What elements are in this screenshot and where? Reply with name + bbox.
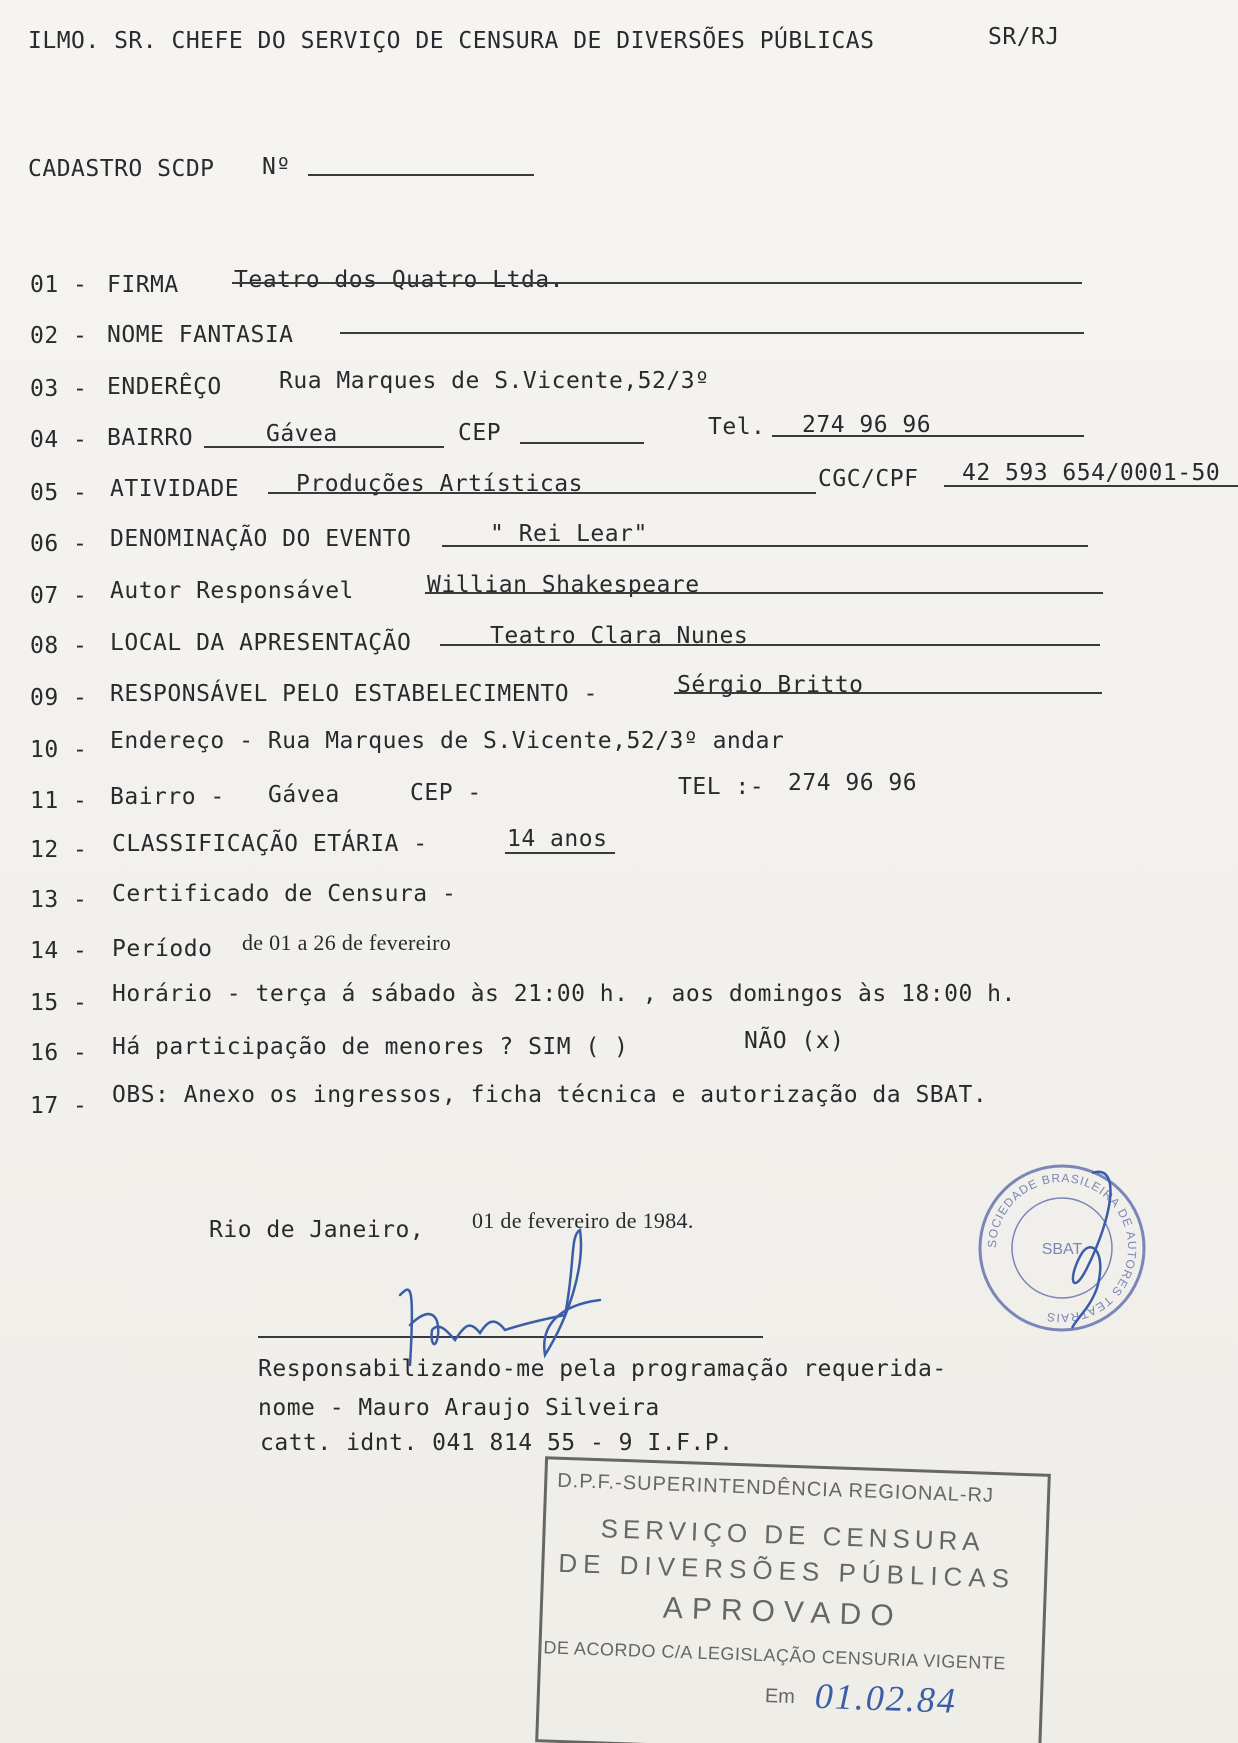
item-16-number: 16 -	[30, 1040, 88, 1066]
stamp-line-4: APROVADO	[662, 1591, 904, 1633]
item-05-cgc-line	[944, 485, 1238, 487]
item-04-cep-label: CEP	[458, 420, 502, 446]
stamp-line-3: DE DIVERSÕES PÚBLICAS	[557, 1547, 1016, 1594]
item-02-number: 02 -	[30, 323, 88, 349]
item-09-value: Sérgio Britto	[677, 672, 864, 698]
item-08-label: LOCAL DA APRESENTAÇÃO	[110, 630, 412, 656]
stamp-line-5: DE ACORDO C/A LEGISLAÇÃO CENSURIA VIGENTE	[543, 1637, 1007, 1674]
item-12-line	[505, 852, 615, 854]
item-05-cgc-label: CGC/CPF	[818, 466, 919, 492]
cadastro-label: CADASTRO SCDP	[28, 156, 215, 182]
item-11-value: Gávea	[268, 782, 340, 808]
cadastro-number-label: Nº	[262, 154, 291, 180]
item-07-line	[425, 592, 1103, 594]
addressee-line: ILMO. SR. CHEFE DO SERVIÇO DE CENSURA DE DIVERSÕES PÚBLICAS	[28, 28, 875, 54]
approval-stamp	[535, 1456, 1051, 1743]
item-10-number: 10 -	[30, 737, 88, 763]
item-08-number: 08 -	[30, 633, 88, 659]
item-09-line	[674, 692, 1102, 694]
svg-text:SBAT: SBAT	[1041, 1241, 1083, 1258]
item-07-number: 07 -	[30, 583, 88, 609]
item-11-tel-label: TEL :-	[678, 774, 765, 800]
item-11-number: 11 -	[30, 788, 88, 814]
item-13-number: 13 -	[30, 887, 88, 913]
item-01-label: FIRMA	[107, 272, 179, 298]
item-05-value: Produções Artísticas	[296, 471, 583, 497]
item-07-label: Autor Responsável	[110, 578, 354, 604]
item-05-label: ATIVIDADE	[110, 476, 240, 502]
item-05-cgc-value: 42 593 654/0001-50	[962, 460, 1221, 486]
item-09-label: RESPONSÁVEL PELO ESTABELECIMENTO -	[110, 681, 598, 707]
item-06-label: DENOMINAÇÃO DO EVENTO	[110, 526, 412, 552]
item-05-number: 05 -	[30, 480, 88, 506]
item-04-bairro-line	[204, 446, 444, 448]
svg-text:SOCIEDADE BRASILEIRA DE AUTORE: SOCIEDADE BRASILEIRA DE AUTORES TEATRAIS	[984, 1170, 1140, 1326]
closing-date: 01 de fevereiro de 1984.	[472, 1208, 694, 1233]
item-03-label: ENDERÊÇO	[107, 374, 222, 400]
item-10-label: Endereço - Rua Marques de S.Vicente,52/3º andar	[110, 728, 785, 754]
item-06-value: " Rei Lear"	[490, 521, 648, 547]
item-02-line	[340, 332, 1084, 334]
item-11-cep-label: CEP -	[410, 780, 482, 806]
item-04-tel-label: Tel.	[708, 414, 766, 440]
stamp-line-2: SERVIÇO DE CENSURA	[600, 1513, 986, 1557]
item-08-line	[440, 644, 1100, 646]
item-07-value: Willian Shakespeare	[427, 572, 700, 598]
item-01-number: 01 -	[30, 272, 88, 298]
item-16-nao: NÃO (x)	[744, 1028, 845, 1054]
item-05-line	[268, 492, 816, 494]
item-06-number: 06 -	[30, 531, 88, 557]
identity-line: catt. idnt. 041 814 55 - 9 I.F.P.	[260, 1430, 734, 1456]
handwritten-signature	[370, 1225, 670, 1385]
item-03-value: Rua Marques de S.Vicente,52/3º	[279, 368, 710, 394]
item-04-tel-line	[772, 435, 1084, 437]
item-01-value: Teatro dos Quatro Ltda.	[234, 267, 564, 293]
closing-place: Rio de Janeiro,	[209, 1217, 425, 1243]
item-12-label: CLASSIFICAÇÃO ETÁRIA -	[112, 831, 428, 857]
item-15-label: Horário - terça á sábado às 21:00 h. , aos domingos às 18:00 h.	[112, 981, 1016, 1007]
item-11-label: Bairro -	[110, 784, 225, 810]
item-04-tel-value: 274 96 96	[802, 412, 932, 438]
item-09-number: 09 -	[30, 685, 88, 711]
cadastro-number-line	[308, 174, 534, 176]
item-14-label: Período	[112, 936, 213, 962]
region-code: SR/RJ	[988, 24, 1060, 50]
item-17-label: OBS: Anexo os ingressos, ficha técnica e autorização da SBAT.	[112, 1082, 988, 1108]
item-11-tel-value: 274 96 96	[788, 770, 918, 796]
item-04-cep-line	[520, 442, 644, 444]
item-12-value: 14 anos	[507, 826, 608, 852]
item-04-label: BAIRRO	[107, 425, 194, 451]
stamp-date-label: Em	[764, 1685, 796, 1709]
item-16-label: Há participação de menores ? SIM ( )	[112, 1034, 629, 1060]
item-06-line	[442, 545, 1088, 547]
item-01-line	[232, 282, 1082, 284]
item-14-value: de 01 a 26 de fevereiro	[242, 930, 452, 955]
item-14-number: 14 -	[30, 938, 88, 964]
stamp-date-value: 01.02.84	[814, 1675, 958, 1721]
item-02-label: NOME FANTASIA	[107, 322, 294, 348]
responsible-name: nome - Mauro Araujo Silveira	[258, 1395, 660, 1421]
responsibility-statement: Responsabilizando-me pela programação requerida-	[258, 1356, 947, 1382]
item-08-value: Teatro Clara Nunes	[490, 623, 749, 649]
item-13-label: Certificado de Censura -	[112, 881, 457, 907]
item-15-number: 15 -	[30, 990, 88, 1016]
item-17-number: 17 -	[30, 1093, 88, 1119]
item-04-number: 04 -	[30, 427, 88, 453]
stamp-line-1: D.P.F.-SUPERINTENDÊNCIA REGIONAL-RJ	[556, 1469, 995, 1507]
item-04-value: Gávea	[266, 421, 338, 447]
item-12-number: 12 -	[30, 837, 88, 863]
item-03-number: 03 -	[30, 376, 88, 402]
sbat-seal	[972, 1158, 1152, 1338]
